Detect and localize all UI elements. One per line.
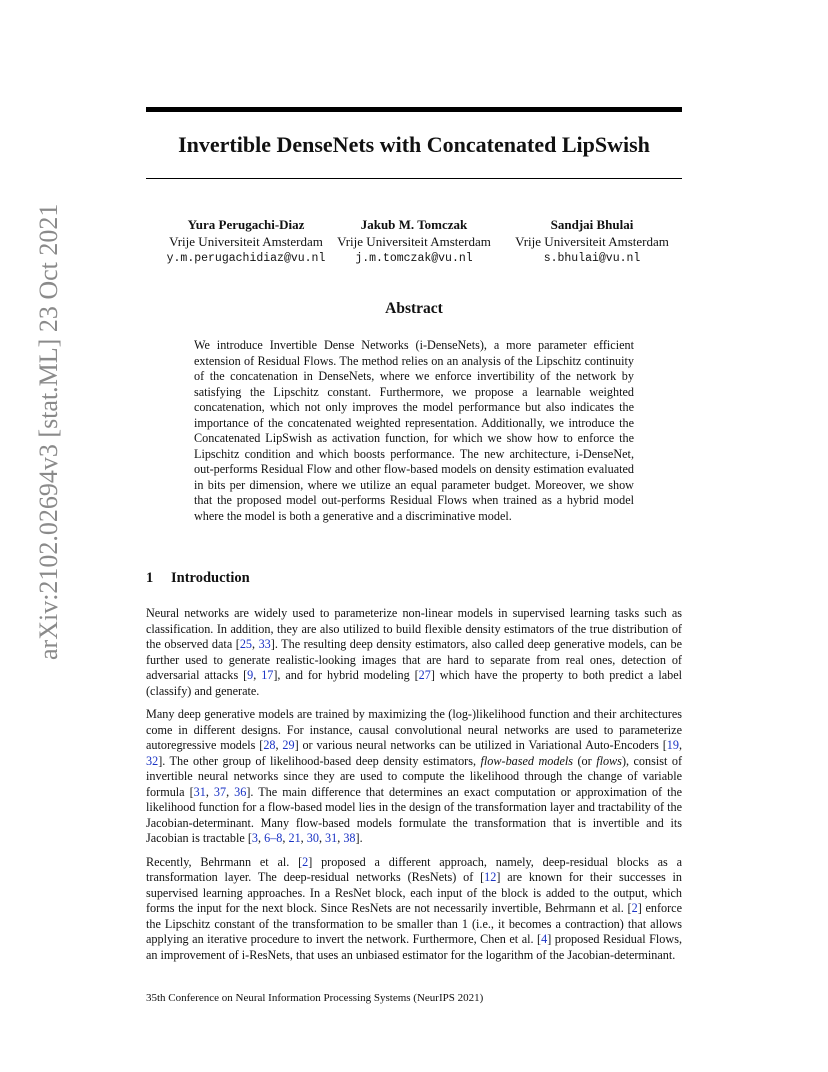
italic-term: flow-based models — [480, 753, 574, 768]
author-name: Jakub M. Tomczak — [360, 217, 468, 232]
author-email: y.m.perugachidiaz@vu.nl — [166, 252, 326, 265]
author-name: Sandjai Bhulai — [550, 217, 634, 232]
author-email: s.bhulai@vu.nl — [543, 252, 641, 265]
text-run: , — [258, 831, 265, 845]
text-run: Recently, Behrmann et al. [ — [146, 854, 303, 869]
text-run: ]. The main difference that determines an exact computation or approximation of the likelihood function for a flow-based model lies in the design of the transformation layer and tractability of the Jacobian-determinant. Many flow-based models formulate the transformation that is invertible and its Jacobian is tractable [ — [146, 784, 683, 845]
conference-footer: 35th Conference on Neural Information Processing Systems (NeurIPS 2021) — [146, 992, 484, 1004]
section-number: 1 — [146, 570, 154, 586]
author-affiliation: Vrije Universiteit Amsterdam — [169, 234, 323, 249]
text-run: ] which have the property to both predict a label (classify) and generate. — [146, 668, 683, 698]
italic-term: flows — [596, 753, 622, 768]
author-name: Yura Perugachi-Diaz — [187, 217, 305, 232]
author-2 — [314, 216, 514, 267]
text-run: ]. — [355, 831, 363, 845]
citation-link[interactable]: 38 — [343, 831, 356, 845]
abstract-text: We introduce Invertible Dense Networks (i-DenseNets), a more parameter efficient extension of Residual Flows. The method relies on an analysis of the Lipschitz continuity of the concatenation in DenseNets, where we enforce invertibility of the network by satisfying the Lipschitz constant. Furthermore, we propose a learnable weighted concatenation, which not only improves the model performance but also indicates the importance of the concatenated weighted representation. Additionally, we introduce the Concatenated LipSwish as activation function, for which we show how to enforce the Lipschitz condition and which boosts performance. The new architecture, i-DenseNet, out-performs Residual Flow and other flow-based models on density estimation evaluated in bits per dimension, where we utilize an equal parameter budget. Moreover, we show that the proposed model out-performs Residual Flows when trained as a hybrid model where the model is both a generative and a discriminative model. — [194, 338, 634, 523]
text-run: ] or various neural networks can be utilized in Variational Auto-Encoders [ — [294, 738, 667, 752]
text-run: ), consist of invertible neural networks since they are used to compute the likelihood through the change of variable formula [ — [146, 753, 683, 799]
citation-link[interactable]: 31 — [193, 784, 206, 799]
text-run: , — [318, 831, 326, 845]
author-affiliation: Vrije Universiteit Amsterdam — [337, 234, 491, 249]
text-run: ]. The resulting deep density estimators, also called deep generative models, can be further used to generate realistic-looking images that are hard to separate from real ones, detection of adversarial attacks [ — [146, 637, 682, 682]
section-title: Introduction — [171, 570, 250, 586]
text-run: , — [282, 831, 289, 845]
text-run: , — [252, 637, 259, 651]
paragraph-3 — [146, 855, 682, 964]
text-run: , — [253, 668, 262, 682]
arxiv-stamp: arXiv:2102.02694v3 [stat.ML] 23 Oct 2021 — [34, 203, 63, 660]
citation-link[interactable]: 37 — [213, 784, 227, 799]
text-run: Many deep generative models are trained by maximizing the (log-)likelihood function and their architectures come in different designs. For instance, causal convolutional neural networks are used to parameterize autoregressive models [ — [146, 707, 682, 752]
text-run: ] are known for their successes in supervised learning approaches. In a ResNet block, each input of the block is added to the output, which forms the input for the next block. Since ResNets are not necessarily invertible, Behrmann et al. [ — [146, 870, 683, 915]
citation-link[interactable]: 28 — [263, 738, 276, 752]
text-run: ]. The other group of likelihood-based deep density estimators, — [158, 753, 481, 768]
citation-link[interactable]: 12 — [484, 870, 497, 884]
title-top-rule — [146, 107, 682, 112]
citation-link[interactable]: 31 — [325, 831, 338, 845]
paragraph-2 — [146, 707, 682, 847]
citation-link[interactable]: 4 — [541, 932, 548, 946]
citation-link[interactable]: 25 — [239, 637, 252, 651]
citation-link[interactable]: 30 — [306, 831, 319, 845]
citation-link[interactable]: 27 — [418, 668, 431, 682]
citation-link[interactable]: 2 — [631, 901, 638, 915]
citation-link[interactable]: 32 — [146, 753, 159, 768]
citation-link[interactable]: 33 — [258, 637, 271, 651]
paragraph-1 — [146, 606, 682, 699]
text-run: , — [300, 831, 307, 845]
text-run: Neural networks are widely used to parameterize non-linear models in supervised learning tasks such as classification. In addition, they are also utilized to build flexible density estimators of the true distribution of the observed data [ — [146, 606, 682, 651]
citation-link[interactable]: 3 — [251, 831, 259, 845]
text-run: , — [205, 784, 214, 799]
text-run: , — [275, 738, 283, 752]
abstract-heading: Abstract — [385, 300, 443, 317]
text-run: ] enforce the Lipschitz constant of the transformation to be smaller than 1 (i.e., it becomes a contraction) that allows applying an iterative procedure to invert the network. Furthermore, Chen et al. [ — [146, 901, 682, 946]
paper-title: Invertible DenseNets with Concatenated LipSwish — [178, 132, 650, 157]
author-3 — [492, 216, 692, 267]
text-run: ] proposed a different approach, namely, deep-residual blocks as a transformation layer. The deep-residual networks (ResNets) of [ — [146, 854, 682, 884]
text-run: (or — [573, 753, 597, 768]
citation-link[interactable]: 2 — [302, 854, 309, 869]
citation-link[interactable]: 36 — [234, 784, 247, 799]
citation-link[interactable]: 21 — [288, 831, 301, 845]
author-block — [146, 216, 682, 266]
citation-link[interactable]: 17 — [261, 668, 274, 682]
section-heading — [146, 568, 250, 588]
text-run: , — [678, 738, 683, 752]
text-run: , — [226, 784, 235, 799]
citation-link[interactable]: 19 — [666, 738, 679, 752]
text-run: ] proposed Residual Flows, an improvement of i-ResNets, that uses an unbiased estimator for the logarithm of the Jacobian-determinant. — [146, 932, 682, 962]
introduction-body — [146, 606, 682, 971]
author-email: j.m.tomczak@vu.nl — [355, 252, 473, 265]
citation-link[interactable]: 29 — [282, 738, 295, 752]
author-affiliation: Vrije Universiteit Amsterdam — [515, 234, 669, 249]
title-bottom-rule — [146, 178, 682, 179]
citation-link[interactable]: 9 — [247, 668, 254, 682]
text-run: ], and for hybrid modeling [ — [273, 668, 419, 682]
citation-link[interactable]: 6–8 — [264, 831, 283, 845]
text-run: , — [337, 831, 344, 845]
